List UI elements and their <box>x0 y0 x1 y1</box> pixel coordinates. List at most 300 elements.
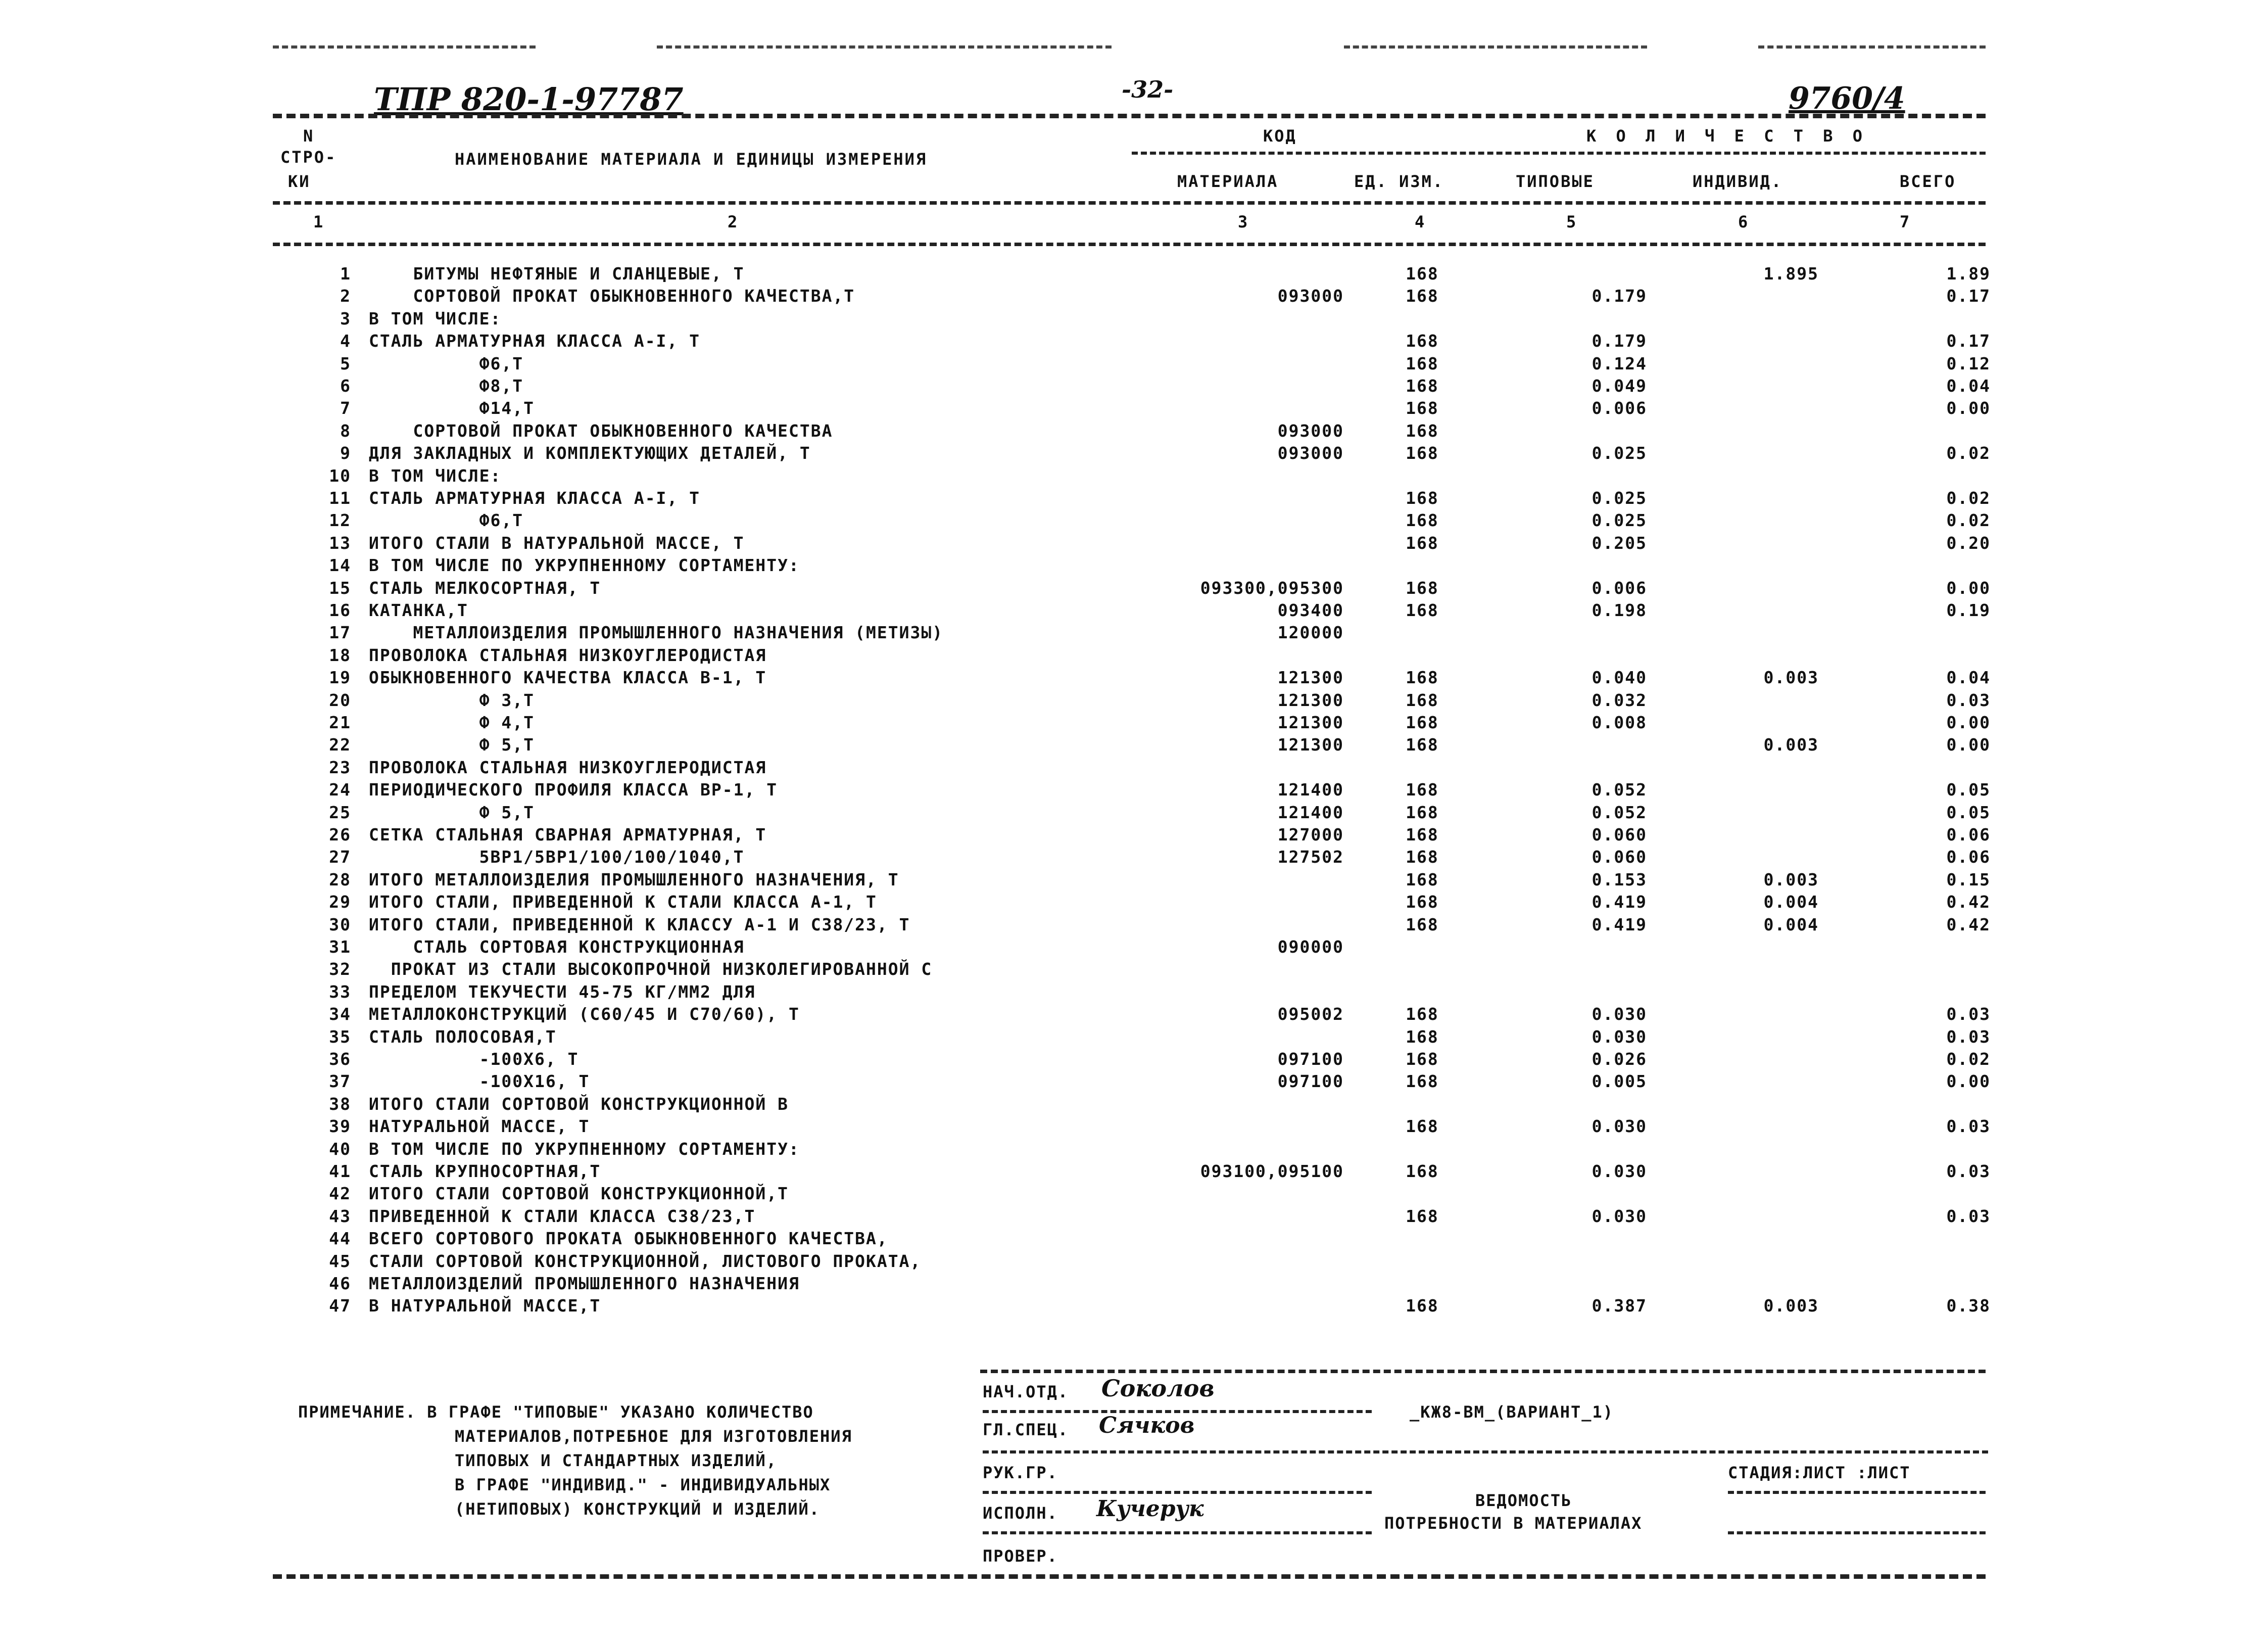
cell-num: 26 <box>329 825 351 845</box>
cell-typ: 0.052 <box>1591 802 1647 822</box>
cell-num: 47 <box>329 1296 351 1316</box>
cell-name: Ф 3,Т <box>369 690 535 710</box>
table-row <box>0 824 2268 846</box>
cell-unit: 168 <box>1406 264 1439 284</box>
col-no-line2: СТРО- <box>280 148 337 167</box>
cell-num: 9 <box>340 443 351 463</box>
cell-num: 36 <box>329 1049 351 1069</box>
cell-tot: 0.00 <box>1946 1071 1991 1092</box>
cell-unit: 168 <box>1406 847 1439 867</box>
note-line: ТИПОВЫХ И СТАНДАРТНЫХ ИЗДЕЛИЙ, <box>455 1451 777 1470</box>
table-row <box>0 577 2268 599</box>
cell-name: Ф8,Т <box>369 376 524 396</box>
cell-code: 121300 <box>1277 668 1344 688</box>
table-row <box>0 465 2268 487</box>
cell-typ: 0.030 <box>1591 1161 1647 1181</box>
table-row <box>0 330 2268 352</box>
header-subrule <box>1132 152 1986 155</box>
cell-typ: 0.124 <box>1591 353 1647 373</box>
cell-num: 6 <box>340 376 351 396</box>
table-row <box>0 846 2268 868</box>
cell-name: НАТУРАЛЬНОЙ МАССЕ, Т <box>369 1116 590 1137</box>
cell-tot: 0.03 <box>1946 1116 1991 1137</box>
cell-name: 5ВР1/5ВР1/100/100/1040,Т <box>369 847 745 867</box>
cell-num: 4 <box>340 331 351 351</box>
cell-num: 23 <box>329 757 351 777</box>
cell-typ: 0.006 <box>1591 398 1647 418</box>
cell-tot: 0.17 <box>1946 286 1991 306</box>
cell-typ: 0.008 <box>1591 713 1647 732</box>
cell-name: Ф 4,Т <box>369 713 535 732</box>
table-row <box>0 644 2268 667</box>
cell-num: 20 <box>329 690 351 710</box>
table-row <box>0 554 2268 577</box>
stamp-rule <box>983 1491 1372 1494</box>
cell-name: В НАТУРАЛЬНОЙ МАССЕ,Т <box>369 1296 601 1316</box>
cell-typ: 0.049 <box>1591 376 1647 396</box>
cell-unit: 168 <box>1406 892 1439 912</box>
table-row <box>0 1138 2268 1160</box>
cell-tot: 0.17 <box>1946 331 1991 351</box>
table-row <box>0 936 2268 958</box>
cell-name: Ф6,Т <box>369 353 524 373</box>
stamp-title-line1: ВЕДОМОСТЬ <box>1475 1491 1572 1510</box>
cell-unit: 168 <box>1406 668 1439 688</box>
cell-num: 13 <box>329 533 351 553</box>
cell-name: ПЕРИОДИЧЕСКОГО ПРОФИЛЯ КЛАССА ВР-1, Т <box>369 780 778 800</box>
cell-num: 34 <box>329 1004 351 1024</box>
cell-typ: 0.419 <box>1591 892 1647 912</box>
table-row <box>0 353 2268 375</box>
cell-name: В ТОМ ЧИСЛЕ: <box>369 308 502 329</box>
cell-ind: 0.003 <box>1763 735 1819 755</box>
cell-code: 093000 <box>1277 286 1344 306</box>
cell-typ: 0.032 <box>1591 690 1647 710</box>
cell-name: СТАЛЬ АРМАТУРНАЯ КЛАССА А-I, Т <box>369 488 701 508</box>
header-rule <box>273 114 1986 118</box>
cell-unit: 168 <box>1406 780 1439 800</box>
cell-num: 31 <box>329 937 351 957</box>
cell-name: ПРИВЕДЕННОЙ К СТАЛИ КЛАССА С38/23,Т <box>369 1206 756 1226</box>
table-row <box>0 1295 2268 1317</box>
stamp-rule <box>1728 1531 1986 1534</box>
cell-tot: 0.03 <box>1946 1206 1991 1226</box>
cell-num: 33 <box>329 981 351 1002</box>
table-row <box>0 487 2268 509</box>
cell-typ: 0.025 <box>1591 510 1647 531</box>
cell-unit: 168 <box>1406 353 1439 373</box>
stamp-executor-label: ИСПОЛН. <box>983 1504 1058 1523</box>
cell-name: ПРЕДЕЛОМ ТЕКУЧЕСТИ 45-75 КГ/ММ2 ДЛЯ <box>369 981 756 1002</box>
cell-num: 29 <box>329 892 351 912</box>
cell-unit: 168 <box>1406 286 1439 306</box>
cell-num: 3 <box>340 308 351 329</box>
table-row <box>0 891 2268 913</box>
cell-typ: 0.006 <box>1591 578 1647 598</box>
page-number: -32- <box>1122 76 1174 103</box>
cell-tot: 0.19 <box>1946 600 1991 620</box>
cell-code: 127502 <box>1277 847 1344 867</box>
cell-num: 46 <box>329 1274 351 1293</box>
table-row <box>0 1250 2268 1273</box>
cell-unit: 168 <box>1406 802 1439 822</box>
table-row <box>0 779 2268 801</box>
cell-typ: 0.179 <box>1591 286 1647 306</box>
table-row <box>0 622 2268 644</box>
table-row <box>0 375 2268 397</box>
table-row <box>0 1003 2268 1025</box>
cell-typ: 0.419 <box>1591 914 1647 934</box>
cell-ind: 0.003 <box>1763 869 1819 889</box>
header-rule <box>273 201 1986 205</box>
col-individual: ИНДИВИД. <box>1693 172 1783 191</box>
cell-num: 2 <box>340 286 351 306</box>
cell-tot: 0.03 <box>1946 690 1991 710</box>
cell-unit: 168 <box>1406 1049 1439 1069</box>
cell-num: 1 <box>340 264 351 284</box>
cell-tot: 0.42 <box>1946 892 1991 912</box>
cell-num: 5 <box>340 353 351 373</box>
cell-unit: 168 <box>1406 713 1439 732</box>
cell-tot: 0.15 <box>1946 869 1991 889</box>
cell-typ: 0.040 <box>1591 668 1647 688</box>
cell-name: Ф 5,Т <box>369 735 535 755</box>
cell-num: 11 <box>329 488 351 508</box>
cell-num: 42 <box>329 1184 351 1204</box>
stamp-title-line2: ПОТРЕБНОСТИ В МАТЕРИАЛАХ <box>1384 1514 1643 1533</box>
cell-name: Ф6,Т <box>369 510 524 531</box>
col-no-line3: КИ <box>288 172 311 191</box>
cell-code: 090000 <box>1277 937 1344 957</box>
cell-tot: 0.02 <box>1946 488 1991 508</box>
cell-code: 120000 <box>1277 623 1344 643</box>
idx-4: 4 <box>1415 212 1426 231</box>
cell-unit: 168 <box>1406 533 1439 553</box>
cell-typ: 0.060 <box>1591 847 1647 867</box>
table-row <box>0 981 2268 1003</box>
cell-num: 10 <box>329 465 351 486</box>
cell-name: ПРОВОЛОКА СТАЛЬНАЯ НИЗКОУГЛЕРОДИСТАЯ <box>369 757 767 777</box>
cell-typ: 0.060 <box>1591 825 1647 845</box>
table-row <box>0 1205 2268 1228</box>
cell-name: СТАЛЬ МЕЛКОСОРТНАЯ, Т <box>369 578 601 598</box>
cell-num: 7 <box>340 398 351 418</box>
table-row <box>0 263 2268 285</box>
cell-unit: 168 <box>1406 578 1439 598</box>
cell-tot: 0.00 <box>1946 735 1991 755</box>
cell-num: 37 <box>329 1071 351 1092</box>
cell-unit: 168 <box>1406 825 1439 845</box>
stamp-document-code: _КЖ8-ВМ_(ВАРИАНТ_1) <box>1410 1402 1614 1422</box>
table-row <box>0 599 2268 622</box>
cell-unit: 168 <box>1406 331 1439 351</box>
table-row <box>0 1228 2268 1250</box>
cell-name: ИТОГО СТАЛИ В НАТУРАЛЬНОЙ МАССЕ, Т <box>369 533 745 553</box>
cell-code: 093000 <box>1277 443 1344 463</box>
cell-tot: 0.02 <box>1946 510 1991 531</box>
cell-tot: 0.02 <box>1946 1049 1991 1069</box>
cell-code: 093000 <box>1277 420 1344 441</box>
cell-num: 15 <box>329 578 351 598</box>
cell-name: ПРОВОЛОКА СТАЛЬНАЯ НИЗКОУГЛЕРОДИСТАЯ <box>369 645 767 665</box>
cell-num: 28 <box>329 869 351 889</box>
cell-unit: 168 <box>1406 1296 1439 1316</box>
cell-unit: 168 <box>1406 1116 1439 1137</box>
cell-tot: 0.03 <box>1946 1161 1991 1181</box>
table-row <box>0 757 2268 779</box>
cell-tot: 0.00 <box>1946 398 1991 418</box>
cell-typ: 0.387 <box>1591 1296 1647 1316</box>
cell-unit: 168 <box>1406 690 1439 710</box>
stamp-rule <box>983 1450 1988 1453</box>
cell-num: 16 <box>329 600 351 620</box>
cell-name: Ф14,Т <box>369 398 535 418</box>
cell-name: ИТОГО СТАЛИ, ПРИВЕДЕННОЙ К КЛАССУ А-1 И С38/23, Т <box>369 914 910 934</box>
cell-unit: 168 <box>1406 1161 1439 1181</box>
cell-unit: 168 <box>1406 869 1439 889</box>
col-qty-group: К О Л И Ч Е С Т В О <box>1586 126 1868 146</box>
cell-name: СТАЛЬ СОРТОВАЯ КОНСТРУКЦИОННАЯ <box>369 937 745 957</box>
cell-tot: 0.05 <box>1946 802 1991 822</box>
table-row <box>0 1093 2268 1115</box>
table-row <box>0 958 2268 980</box>
idx-7: 7 <box>1900 212 1911 231</box>
cell-ind: 0.004 <box>1763 914 1819 934</box>
note-line: ПРИМЕЧАНИЕ. В ГРАФЕ "ТИПОВЫЕ" УКАЗАНО КОЛИЧЕСТВО <box>298 1402 814 1422</box>
cell-num: 44 <box>329 1229 351 1249</box>
cell-name: -100Х6, Т <box>369 1049 579 1069</box>
cell-num: 40 <box>329 1139 351 1159</box>
table-row <box>0 285 2268 307</box>
cell-unit: 168 <box>1406 376 1439 396</box>
cell-tot: 0.00 <box>1946 578 1991 598</box>
table-row <box>0 1026 2268 1048</box>
cell-typ: 0.030 <box>1591 1206 1647 1226</box>
cell-unit: 168 <box>1406 735 1439 755</box>
cell-code: 097100 <box>1277 1049 1344 1069</box>
stamp-dept-head-label: НАЧ.ОТД. <box>983 1382 1069 1401</box>
col-material: МАТЕРИАЛА <box>1177 172 1279 191</box>
note-line: В ГРАФЕ "ИНДИВИД." - ИНДИВИДУАЛЬНЫХ <box>455 1475 831 1494</box>
table-row <box>0 442 2268 464</box>
cell-name: В ТОМ ЧИСЛЕ ПО УКРУПНЕННОМУ СОРТАМЕНТУ: <box>369 1139 800 1159</box>
cell-name: ПРОКАТ ИЗ СТАЛИ ВЫСОКОПРОЧНОЙ НИЗКОЛЕГИРОВАННОЙ С <box>369 959 933 979</box>
cell-name: СТАЛЬ КРУПНОСОРТНАЯ,Т <box>369 1161 601 1181</box>
cell-name: Ф 5,Т <box>369 802 535 822</box>
cell-ind: 1.895 <box>1763 264 1819 284</box>
cell-code: 093400 <box>1277 600 1344 620</box>
cell-typ: 0.198 <box>1591 600 1647 620</box>
idx-6: 6 <box>1738 212 1750 231</box>
cell-num: 35 <box>329 1026 351 1047</box>
cell-code: 121300 <box>1277 713 1344 732</box>
cell-name: В ТОМ ЧИСЛЕ ПО УКРУПНЕННОМУ СОРТАМЕНТУ: <box>369 555 800 576</box>
cell-code: 093300,095300 <box>1200 578 1344 598</box>
table-row <box>0 1115 2268 1138</box>
table-row <box>0 308 2268 330</box>
cell-num: 38 <box>329 1094 351 1114</box>
cell-num: 32 <box>329 959 351 979</box>
cell-unit: 168 <box>1406 1071 1439 1092</box>
note-line: МАТЕРИАЛОВ,ПОТРЕБНОЕ ДЛЯ ИЗГОТОВЛЕНИЯ <box>455 1427 852 1446</box>
cell-num: 14 <box>329 555 351 576</box>
cell-tot: 0.38 <box>1946 1296 1991 1316</box>
table-row <box>0 667 2268 689</box>
cell-typ: 0.030 <box>1591 1026 1647 1047</box>
cell-typ: 0.030 <box>1591 1004 1647 1024</box>
cell-num: 21 <box>329 713 351 732</box>
cell-ind: 0.003 <box>1763 1296 1819 1316</box>
col-code-group: КОД <box>1263 126 1297 146</box>
cell-name: СЕТКА СТАЛЬНАЯ СВАРНАЯ АРМАТУРНАЯ, Т <box>369 825 767 845</box>
cell-name: ДЛЯ ЗАКЛАДНЫХ И КОМПЛЕКТУЮЩИХ ДЕТАЛЕЙ, Т <box>369 443 811 463</box>
cell-name: БИТУМЫ НЕФТЯНЫЕ И СЛАНЦЕВЫЕ, Т <box>369 264 745 284</box>
bottom-rule <box>273 1574 1986 1579</box>
cell-num: 27 <box>329 847 351 867</box>
scan-artifact <box>657 45 1112 49</box>
col-unit: ЕД. ИЗМ. <box>1354 172 1444 191</box>
cell-num: 43 <box>329 1206 351 1226</box>
cell-num: 19 <box>329 668 351 688</box>
col-total: ВСЕГО <box>1900 172 1956 191</box>
col-no-line1: N <box>303 126 315 146</box>
stamp-chief-spec-name: Сячков <box>1099 1413 1195 1438</box>
cell-code: 121400 <box>1277 802 1344 822</box>
cell-typ: 0.179 <box>1591 331 1647 351</box>
cell-name: МЕТАЛЛОИЗДЕЛИЯ ПРОМЫШЛЕННОГО НАЗНАЧЕНИЯ (МЕТИЗЫ) <box>369 623 944 643</box>
cell-num: 17 <box>329 623 351 643</box>
idx-2: 2 <box>728 212 739 231</box>
stamp-executor-name: Кучерук <box>1096 1496 1204 1522</box>
table-row <box>0 1070 2268 1093</box>
cell-name: ИТОГО СТАЛИ, ПРИВЕДЕННОЙ К СТАЛИ КЛАССА А-1, Т <box>369 892 877 912</box>
cell-name: ВСЕГО СОРТОВОГО ПРОКАТА ОБЫКНОВЕННОГО КАЧЕСТВА, <box>369 1229 888 1249</box>
cell-name: -100Х16, Т <box>369 1071 590 1092</box>
table-row <box>0 689 2268 712</box>
table-row <box>0 1160 2268 1183</box>
table-row <box>0 802 2268 824</box>
cell-name: СТАЛИ СОРТОВОЙ КОНСТРУКЦИОННОЙ, ЛИСТОВОГО ПРОКАТА, <box>369 1251 922 1271</box>
scan-artifact <box>273 45 536 49</box>
stamp-dept-head-name: Соколов <box>1101 1375 1215 1402</box>
cell-unit: 168 <box>1406 510 1439 531</box>
col-typical: ТИПОВЫЕ <box>1516 172 1595 191</box>
cell-name: СОРТОВОЙ ПРОКАТ ОБЫКНОВЕННОГО КАЧЕСТВА <box>369 420 833 441</box>
scan-artifact <box>1344 45 1647 49</box>
cell-code: 121300 <box>1277 735 1344 755</box>
cell-tot: 1.89 <box>1946 264 1991 284</box>
cell-tot: 0.05 <box>1946 780 1991 800</box>
cell-name: В ТОМ ЧИСЛЕ: <box>369 465 502 486</box>
cell-name: МЕТАЛЛОКОНСТРУКЦИЙ (С60/45 И С70/60), Т <box>369 1004 800 1024</box>
cell-num: 12 <box>329 510 351 531</box>
table-row <box>0 509 2268 532</box>
cell-unit: 168 <box>1406 443 1439 463</box>
cell-num: 39 <box>329 1116 351 1137</box>
cell-tot: 0.06 <box>1946 825 1991 845</box>
cell-typ: 0.030 <box>1591 1116 1647 1137</box>
cell-tot: 0.03 <box>1946 1004 1991 1024</box>
cell-typ: 0.052 <box>1591 780 1647 800</box>
cell-unit: 168 <box>1406 914 1439 934</box>
cell-unit: 168 <box>1406 398 1439 418</box>
cell-code: 093100,095100 <box>1200 1161 1344 1181</box>
table-row <box>0 1183 2268 1205</box>
cell-typ: 0.025 <box>1591 443 1647 463</box>
stamp-chief-spec-label: ГЛ.СПЕЦ. <box>983 1420 1069 1439</box>
cell-tot: 0.03 <box>1946 1026 1991 1047</box>
table-row <box>0 397 2268 419</box>
cell-code: 097100 <box>1277 1071 1344 1092</box>
table-row <box>0 1273 2268 1295</box>
cell-unit: 168 <box>1406 1206 1439 1226</box>
note-line: (НЕТИПОВЫХ) КОНСТРУКЦИЙ И ИЗДЕЛИЙ. <box>455 1499 821 1519</box>
cell-name: ИТОГО СТАЛИ СОРТОВОЙ КОНСТРУКЦИОННОЙ,Т <box>369 1184 789 1204</box>
cell-num: 45 <box>329 1251 351 1271</box>
cell-num: 30 <box>329 914 351 934</box>
project-code: ТПР 820-1-97787 <box>374 81 684 118</box>
cell-typ: 0.025 <box>1591 488 1647 508</box>
stamp-rule <box>983 1531 1372 1534</box>
stamp-stage-labels: СТАДИЯ:ЛИСТ :ЛИСТ <box>1728 1463 1911 1482</box>
cell-tot: 0.42 <box>1946 914 1991 934</box>
table-row <box>0 869 2268 891</box>
scan-artifact <box>1758 45 1986 49</box>
table-row <box>0 532 2268 554</box>
stamp-rule <box>1728 1491 1986 1494</box>
cell-num: 41 <box>329 1161 351 1181</box>
cell-unit: 168 <box>1406 420 1439 441</box>
cell-tot: 0.12 <box>1946 353 1991 373</box>
cell-name: МЕТАЛЛОИЗДЕЛИЙ ПРОМЫШЛЕННОГО НАЗНАЧЕНИЯ <box>369 1274 800 1293</box>
cell-code: 121300 <box>1277 690 1344 710</box>
idx-5: 5 <box>1566 212 1578 231</box>
cell-tot: 0.20 <box>1946 533 1991 553</box>
cell-name: ИТОГО СТАЛИ СОРТОВОЙ КОНСТРУКЦИОННОЙ В <box>369 1094 789 1114</box>
idx-1: 1 <box>313 212 325 231</box>
stamp-group-head-label: РУК.ГР. <box>983 1463 1058 1482</box>
cell-name: СТАЛЬ АРМАТУРНАЯ КЛАССА А-I, Т <box>369 331 701 351</box>
cell-code: 121400 <box>1277 780 1344 800</box>
col-name-header: НАИМЕНОВАНИЕ МАТЕРИАЛА И ЕДИНИЦЫ ИЗМЕРЕНИЯ <box>455 150 928 169</box>
cell-unit: 168 <box>1406 1004 1439 1024</box>
cell-name: СТАЛЬ ПОЛОСОВАЯ,Т <box>369 1026 557 1047</box>
cell-tot: 0.04 <box>1946 668 1991 688</box>
table-row <box>0 914 2268 936</box>
cell-name: СОРТОВОЙ ПРОКАТ ОБЫКНОВЕННОГО КАЧЕСТВА,Т <box>369 286 855 306</box>
cell-ind: 0.004 <box>1763 892 1819 912</box>
cell-ind: 0.003 <box>1763 668 1819 688</box>
cell-code: 127000 <box>1277 825 1344 845</box>
cell-unit: 168 <box>1406 600 1439 620</box>
cell-typ: 0.153 <box>1591 869 1647 889</box>
cell-num: 24 <box>329 780 351 800</box>
cell-num: 25 <box>329 802 351 822</box>
cell-tot: 0.06 <box>1946 847 1991 867</box>
cell-name: ОБЫКНОВЕННОГО КАЧЕСТВА КЛАССА В-1, Т <box>369 668 767 688</box>
table-row <box>0 712 2268 734</box>
cell-tot: 0.00 <box>1946 713 1991 732</box>
cell-num: 22 <box>329 735 351 755</box>
cell-name: ИТОГО МЕТАЛЛОИЗДЕЛИЯ ПРОМЫШЛЕННОГО НАЗНАЧЕНИЯ, Т <box>369 869 899 889</box>
table-row <box>0 1048 2268 1070</box>
cell-code: 095002 <box>1277 1004 1344 1024</box>
cell-name: КАТАНКА,Т <box>369 600 468 620</box>
table-row <box>0 734 2268 756</box>
table-row <box>0 420 2268 442</box>
cell-num: 8 <box>340 420 351 441</box>
cell-tot: 0.02 <box>1946 443 1991 463</box>
